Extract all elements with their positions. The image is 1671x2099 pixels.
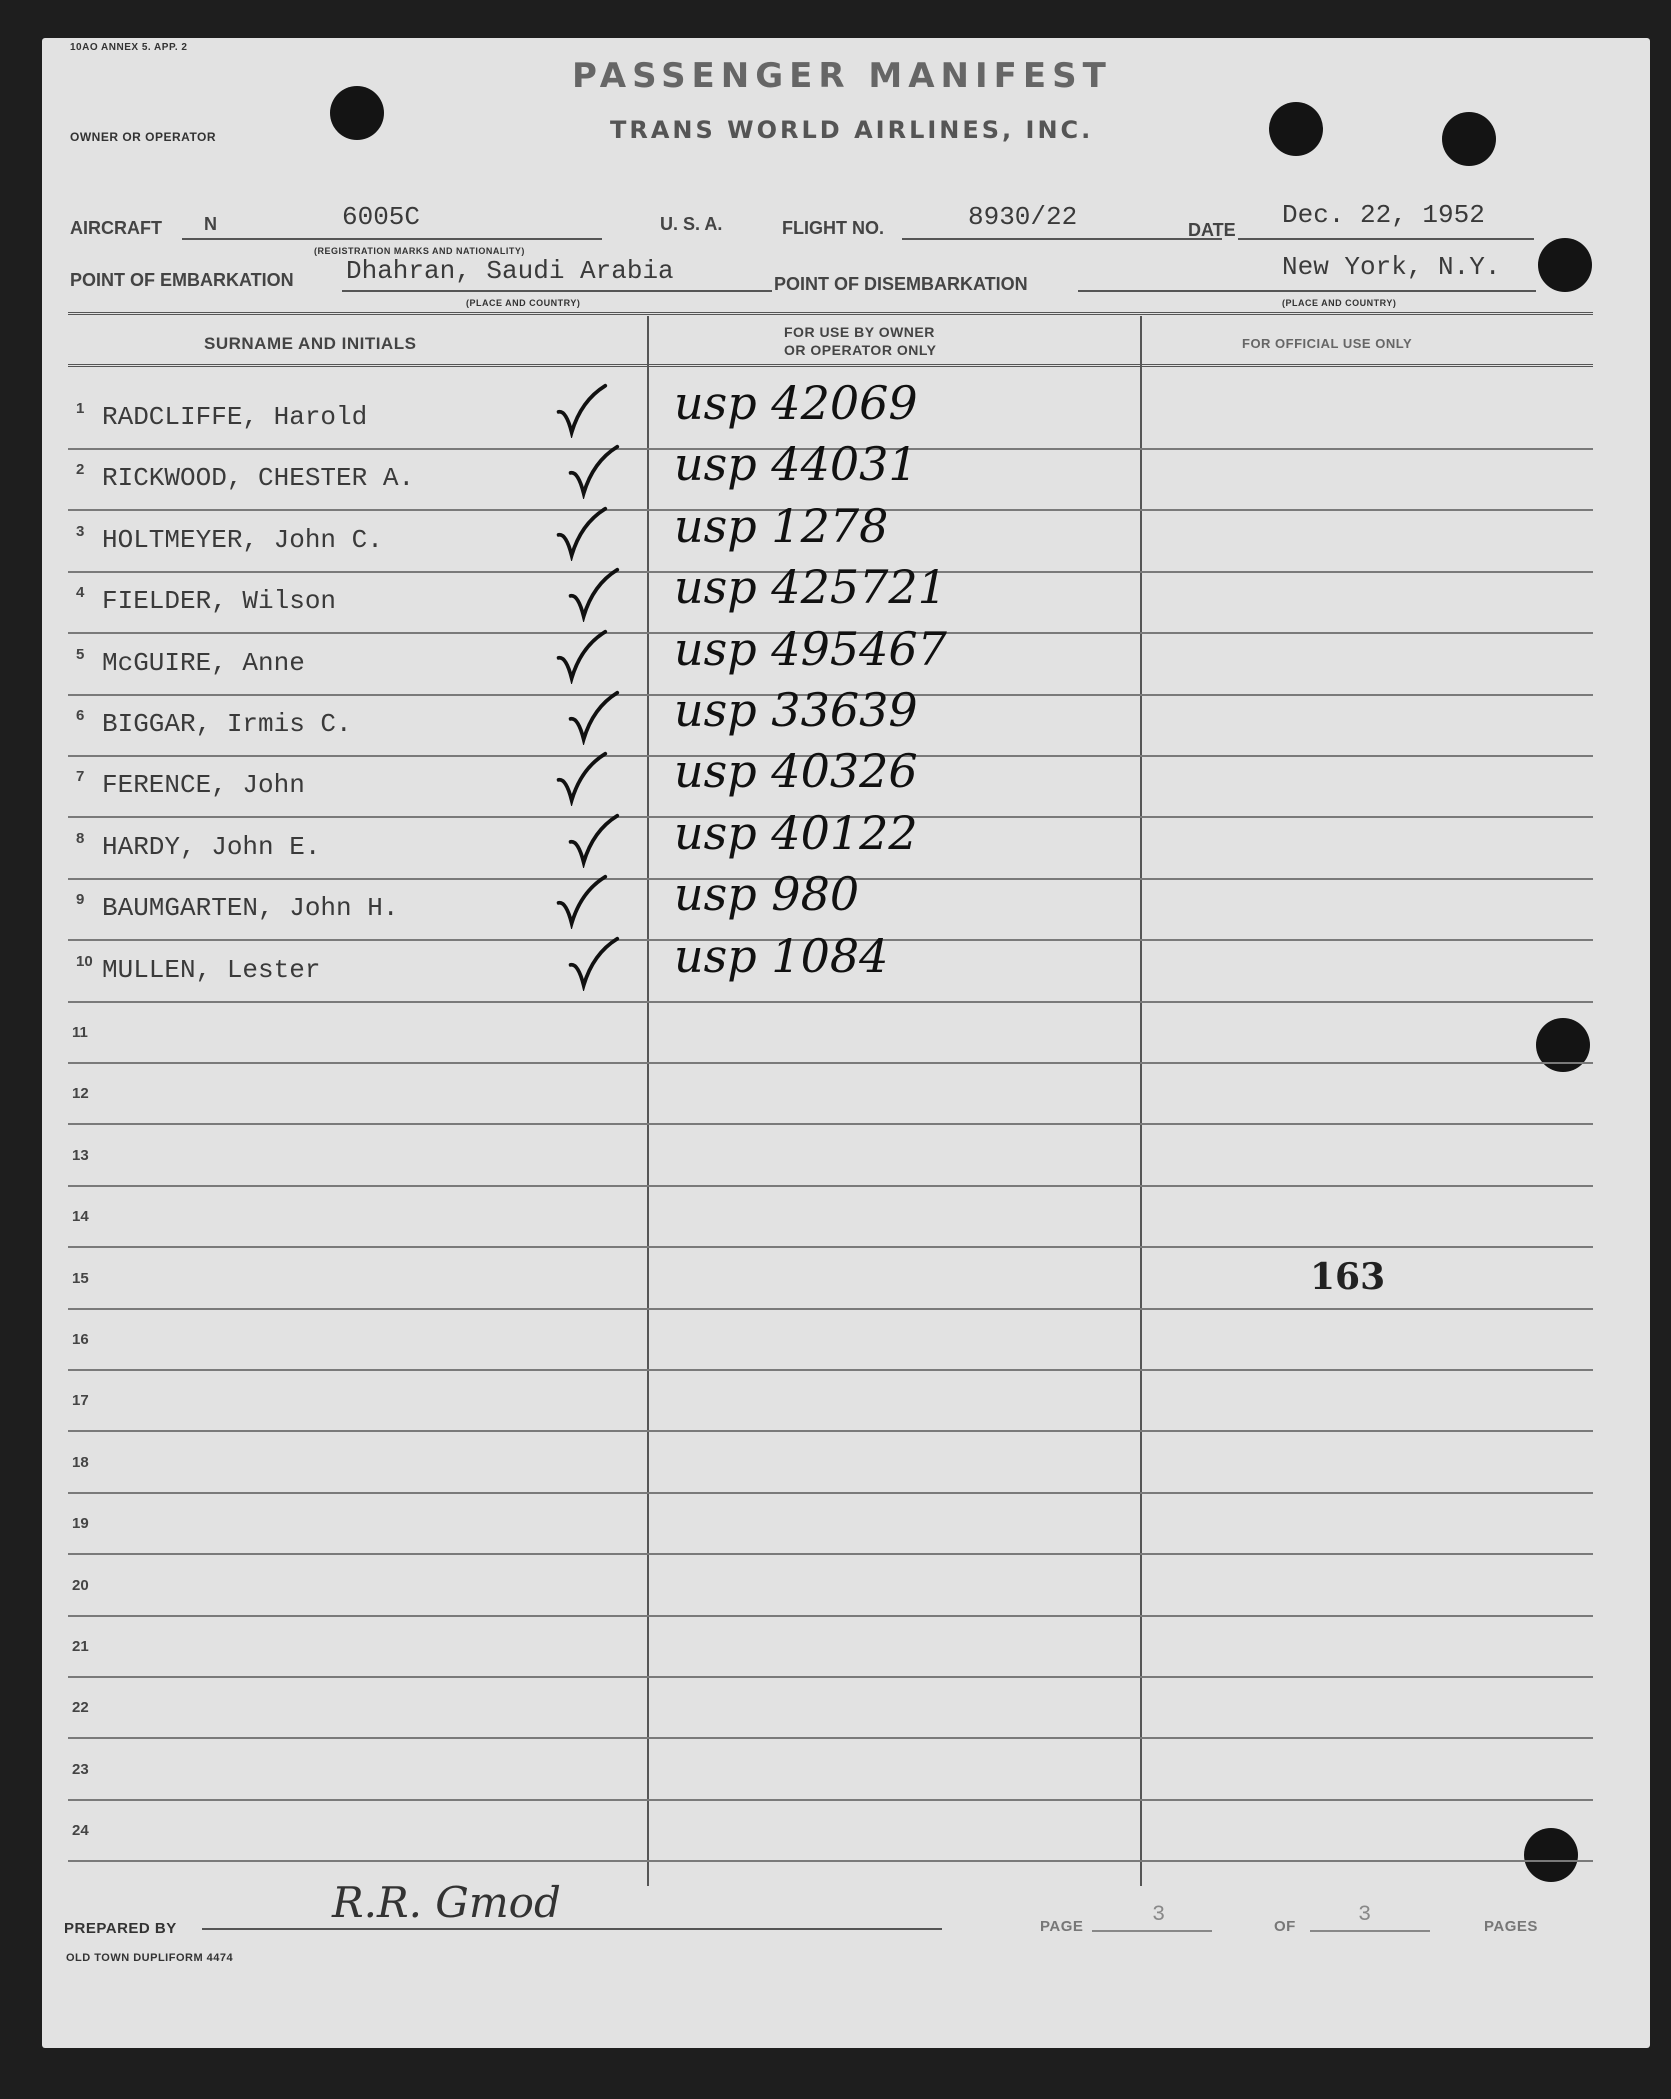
check-mark-icon bbox=[564, 935, 622, 991]
disembarkation-value: New York, N.Y. bbox=[1282, 252, 1501, 282]
operator-name: TRANS WORLD AIRLINES, INC. bbox=[610, 116, 1094, 144]
embarkation-label: POINT OF EMBARKATION bbox=[70, 270, 294, 290]
check-mark-icon bbox=[552, 382, 610, 438]
check-mark-icon bbox=[552, 505, 610, 561]
row-number: 22 bbox=[72, 1699, 89, 1717]
row-number: 6 bbox=[76, 707, 85, 724]
check-mark-icon bbox=[552, 873, 610, 929]
registration-note: (REGISTRATION MARKS AND NATIONALITY) bbox=[314, 246, 525, 256]
row-rule bbox=[68, 1553, 1593, 1555]
row-rule bbox=[68, 1615, 1593, 1617]
operator-note: usp 425721 bbox=[674, 560, 947, 615]
row-number: 21 bbox=[72, 1638, 89, 1655]
row-number: 24 bbox=[72, 1822, 89, 1840]
punch-hole bbox=[1442, 112, 1496, 166]
place-note: (PLACE AND COUNTRY) bbox=[466, 298, 581, 308]
check-mark-icon bbox=[552, 628, 610, 684]
flight-number: 8930/22 bbox=[968, 202, 1078, 232]
passenger-name: HOLTMEYER, John C. bbox=[102, 524, 383, 555]
row-rule bbox=[68, 1799, 1593, 1801]
operator-note: usp 1084 bbox=[674, 928, 889, 983]
row-rule bbox=[68, 1737, 1593, 1739]
row-rule bbox=[68, 1492, 1593, 1494]
row-number: 7 bbox=[76, 768, 85, 786]
pages-label: PAGES bbox=[1484, 1918, 1538, 1935]
row-number: 1 bbox=[76, 400, 85, 417]
row-number: 18 bbox=[72, 1453, 89, 1471]
row-number: 20 bbox=[72, 1576, 89, 1594]
aircraft-number: 6005C bbox=[342, 202, 421, 232]
punch-hole bbox=[1269, 102, 1323, 156]
disembarkation-label: POINT OF DISEMBARKATION bbox=[774, 274, 1028, 294]
row-number: 14 bbox=[72, 1208, 89, 1226]
passenger-name: HARDY, John E. bbox=[102, 831, 321, 862]
check-mark-icon bbox=[564, 443, 622, 499]
form-title: PASSENGER MANIFEST bbox=[572, 56, 1112, 96]
column-divider bbox=[647, 316, 649, 1886]
passenger-name: FIELDER, Wilson bbox=[102, 586, 337, 617]
page-stamp-number: 163 bbox=[1310, 1256, 1386, 1298]
manifest-sheet bbox=[42, 38, 1650, 2048]
punch-hole bbox=[330, 86, 384, 140]
operator-note: usp 42069 bbox=[674, 376, 918, 430]
row-number: 11 bbox=[72, 1024, 88, 1041]
passenger-name: BIGGAR, Irmis C. bbox=[102, 709, 352, 739]
page-label: PAGE bbox=[1040, 1918, 1084, 1935]
aircraft-prefix: N bbox=[204, 214, 217, 234]
row-number: 10 bbox=[76, 952, 93, 970]
owner-column-header-1: FOR USE BY OWNER bbox=[784, 324, 935, 340]
operator-note: usp 44031 bbox=[674, 437, 918, 492]
operator-note: usp 495467 bbox=[674, 621, 947, 676]
row-rule bbox=[68, 1001, 1593, 1003]
row-rule bbox=[68, 1246, 1593, 1248]
operator-note: usp 40122 bbox=[674, 805, 918, 860]
operator-note: usp 33639 bbox=[674, 683, 918, 737]
passenger-name: RADCLIFFE, Harold bbox=[102, 402, 368, 432]
row-rule bbox=[68, 1062, 1593, 1064]
names-column-header: SURNAME AND INITIALS bbox=[204, 334, 417, 353]
passenger-name: McGUIRE, Anne bbox=[102, 647, 305, 678]
prepared-by-label: PREPARED BY bbox=[64, 1920, 177, 1937]
place-note-right: (PLACE AND COUNTRY) bbox=[1282, 298, 1397, 308]
form-id: OLD TOWN DUPLIFORM 4474 bbox=[66, 1952, 234, 1964]
official-column-header: FOR OFFICIAL USE ONLY bbox=[1242, 336, 1413, 351]
check-mark-icon bbox=[552, 750, 610, 806]
of-label: OF bbox=[1274, 1918, 1296, 1935]
date-value: Dec. 22, 1952 bbox=[1282, 200, 1485, 230]
row-number: 9 bbox=[76, 891, 85, 909]
punch-hole bbox=[1524, 1828, 1578, 1882]
check-mark-icon bbox=[564, 689, 622, 745]
column-divider bbox=[1140, 316, 1142, 1886]
passenger-name: RICKWOOD, CHESTER A. bbox=[102, 463, 415, 494]
operator-note: usp 1278 bbox=[674, 498, 889, 553]
page-value: 3 bbox=[1152, 1902, 1166, 1927]
row-rule bbox=[68, 1185, 1593, 1187]
flight-label: FLIGHT NO. bbox=[782, 218, 884, 238]
row-rule bbox=[68, 1369, 1593, 1371]
embarkation-value: Dhahran, Saudi Arabia bbox=[346, 256, 674, 286]
check-mark-icon bbox=[564, 812, 622, 868]
row-rule bbox=[68, 1860, 1593, 1862]
row-number: 17 bbox=[72, 1392, 89, 1410]
row-number: 3 bbox=[76, 522, 85, 540]
owner-label: OWNER OR OPERATOR bbox=[70, 130, 217, 144]
aircraft-label: AIRCRAFT bbox=[70, 218, 162, 238]
row-number: 2 bbox=[76, 461, 85, 479]
check-mark-icon bbox=[564, 566, 622, 622]
row-number: 8 bbox=[76, 829, 85, 847]
row-number: 16 bbox=[72, 1331, 89, 1348]
operator-note: usp 980 bbox=[674, 867, 860, 922]
passenger-name: MULLEN, Lester bbox=[102, 954, 321, 985]
row-rule bbox=[68, 1308, 1593, 1310]
operator-note: usp 40326 bbox=[674, 744, 918, 799]
date-label: DATE bbox=[1188, 220, 1236, 240]
row-rule bbox=[68, 1676, 1593, 1678]
row-number: 23 bbox=[72, 1760, 89, 1778]
passenger-name: BAUMGARTEN, John H. bbox=[102, 893, 399, 924]
passenger-name: FERENCE, John bbox=[102, 770, 305, 801]
row-number: 12 bbox=[72, 1085, 89, 1103]
row-rule bbox=[68, 1430, 1593, 1432]
row-rule bbox=[68, 1123, 1593, 1125]
row-number: 4 bbox=[76, 584, 85, 602]
preparer-signature: R.R. Gmod bbox=[332, 1878, 561, 1927]
punch-hole bbox=[1538, 238, 1592, 292]
of-value: 3 bbox=[1358, 1902, 1372, 1927]
row-number: 5 bbox=[76, 645, 85, 663]
owner-column-header-2: OR OPERATOR ONLY bbox=[784, 342, 937, 358]
row-number: 13 bbox=[72, 1146, 89, 1164]
row-number: 15 bbox=[72, 1269, 89, 1287]
row-number: 19 bbox=[72, 1515, 89, 1533]
annex-reference: 10AO ANNEX 5. APP. 2 bbox=[70, 42, 188, 53]
country: U. S. A. bbox=[660, 214, 723, 234]
